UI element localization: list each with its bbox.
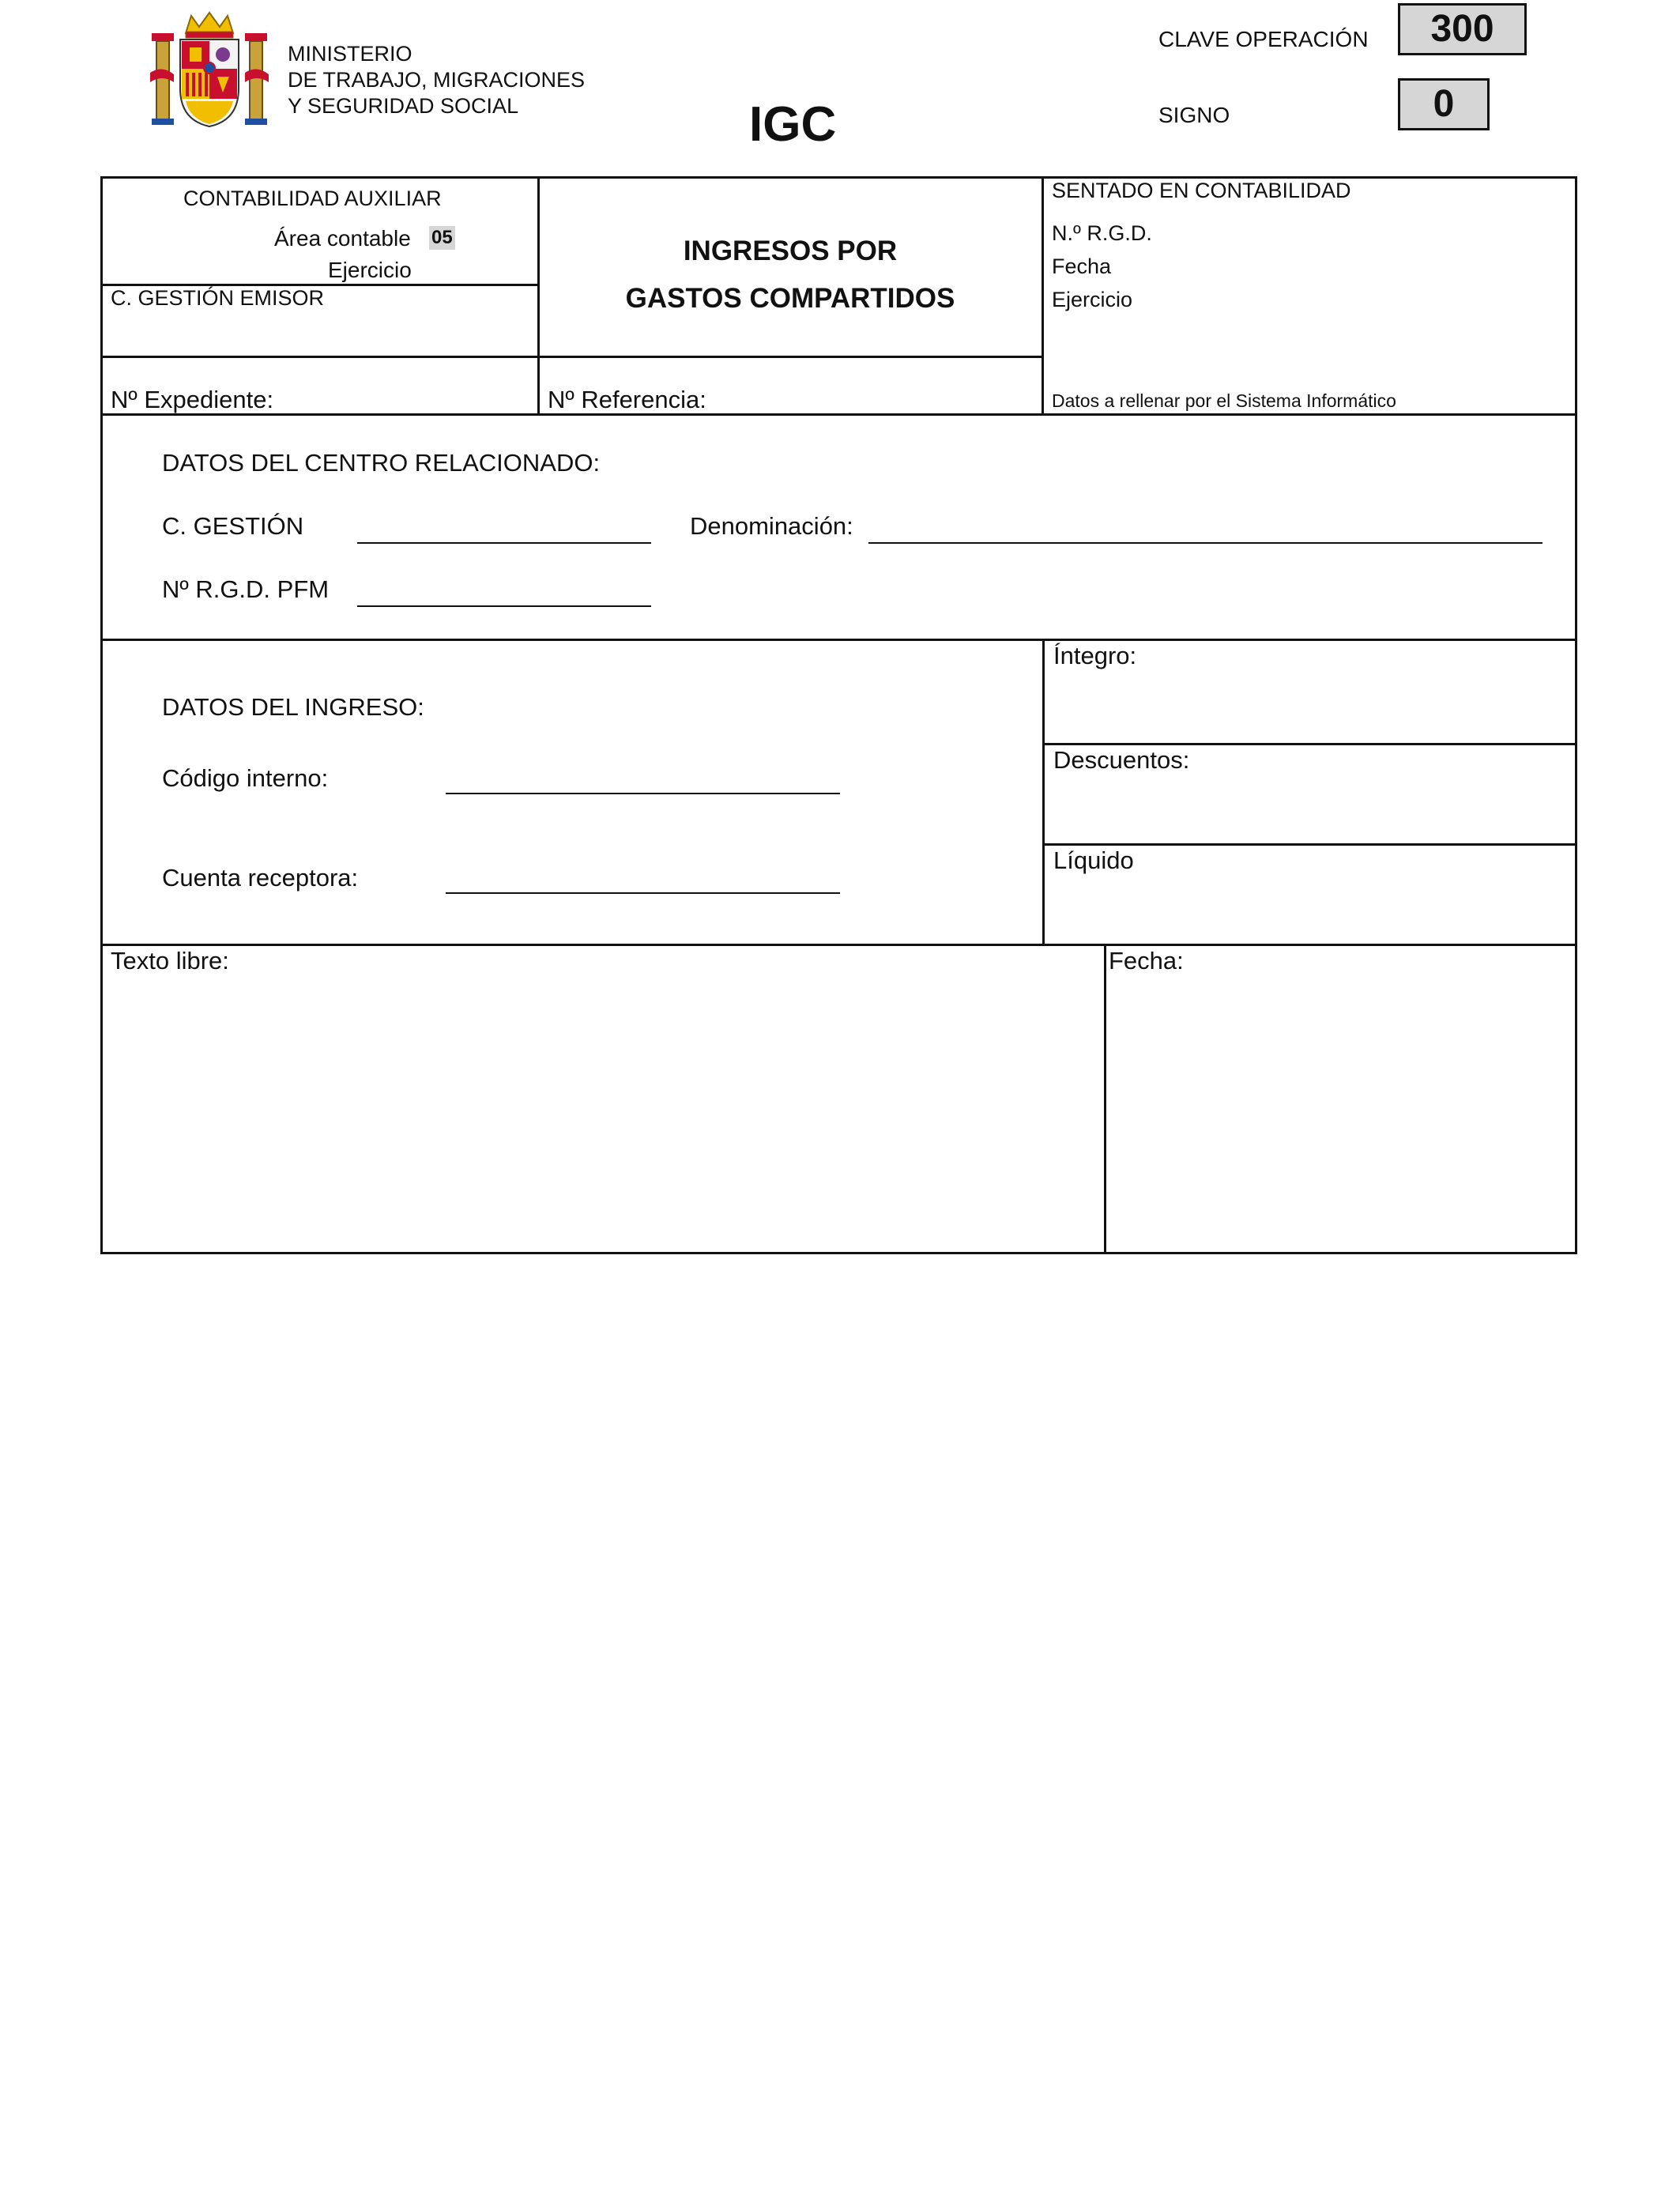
codigo-interno-label: Código interno: [162,764,329,792]
rgd-pfm-underline [357,605,651,607]
divider [1104,944,1106,1254]
divider [100,639,1577,641]
gestion-emisor-label: C. GESTIÓN EMISOR [111,286,325,310]
cuenta-receptora-label: Cuenta receptora: [162,864,359,892]
area-contable-value: 05 [429,226,455,250]
denominacion-input[interactable] [868,506,1543,542]
denominacion-label: Denominación: [690,512,853,540]
form-code: IGC [749,97,837,152]
clave-operacion-label: CLAVE OPERACIÓN [1158,27,1369,51]
rgd-label: N.º R.G.D. [1052,221,1152,245]
ejercicio-sistema-label: Ejercicio [1052,288,1133,311]
form-title-line1: INGRESOS POR [683,236,898,266]
sentado-contabilidad-label: SENTADO EN CONTABILIDAD [1052,179,1351,202]
ejercicio-label: Ejercicio [328,258,412,282]
expediente-input[interactable] [281,384,529,414]
signo-value: 0 [1398,78,1490,130]
divider [1042,843,1577,846]
ministry-line: Y SEGURIDAD SOCIAL [288,94,519,118]
divider [100,944,1577,946]
ministry-emblem [150,9,269,128]
liquido-input[interactable] [1053,892,1562,933]
referencia-label: Nº Referencia: [548,386,706,413]
divider [100,356,1043,358]
fecha-bottom-input[interactable] [1109,984,1566,1020]
denominacion-underline [868,542,1543,544]
rgd-pfm-input[interactable] [357,569,653,605]
expediente-label: Nº Expediente: [111,386,274,413]
centro-heading: DATOS DEL CENTRO RELACIONADO: [162,449,601,477]
fecha-label: Fecha [1052,254,1112,278]
centro-gestion-underline [357,542,651,544]
rgd-pfm-label: Nº R.G.D. PFM [162,575,330,603]
ministry-line: DE TRABAJO, MIGRACIONES [288,68,586,92]
descuentos-input[interactable] [1053,790,1562,831]
ingreso-heading: DATOS DEL INGRESO: [162,693,424,721]
cuenta-receptora-input[interactable] [446,857,841,893]
ministry-name [288,41,585,119]
texto-libre-label: Texto libre: [111,947,229,974]
divider [1042,639,1045,945]
liquido-label: Líquido [1053,846,1134,874]
ministry-line: MINISTERIO [288,42,412,66]
referencia-input[interactable] [715,384,1034,414]
clave-operacion-value: 300 [1398,3,1527,55]
centro-gestion-input[interactable] [357,506,653,542]
sistema-note: Datos a rellenar por el Sistema Informático [1052,390,1396,411]
gestion-emisor-input[interactable] [111,316,525,352]
codigo-interno-input[interactable] [446,757,841,794]
texto-libre-textarea[interactable] [111,984,1094,1244]
codigo-interno-underline [446,793,840,794]
cuenta-receptora-underline [446,892,840,894]
signo-label: SIGNO [1158,103,1230,127]
contabilidad-auxiliar-label: CONTABILIDAD AUXILIAR [183,187,442,210]
fecha-bottom-label: Fecha: [1109,947,1184,974]
integro-input[interactable] [1053,689,1562,730]
form-title-line2: GASTOS COMPARTIDOS [625,283,955,314]
integro-label: Íntegro: [1053,642,1137,669]
area-contable-label: Área contable [274,226,411,251]
descuentos-label: Descuentos: [1053,746,1190,774]
centro-gestion-label: C. GESTIÓN [162,512,304,540]
divider [1042,743,1577,745]
coat-of-arms-icon [150,9,269,128]
